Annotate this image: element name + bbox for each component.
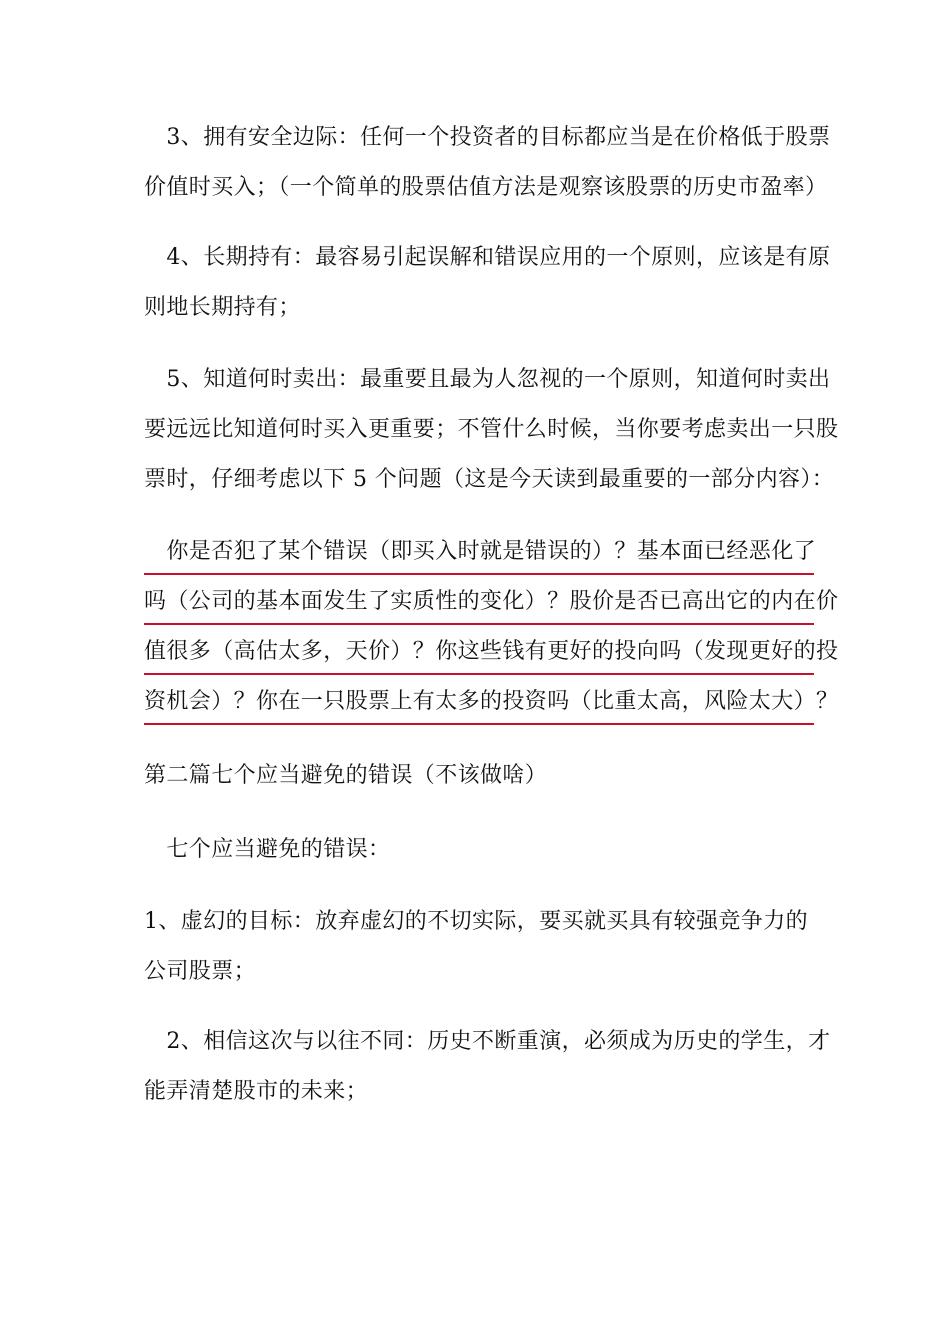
highlighted-questions-line-2: 吗（公司的基本面发生了实质性的变化）？股价是否已高出它的内在价 <box>144 587 814 625</box>
highlighted-questions-line-1: 你是否犯了某个错误（即买入时就是错误的）？基本面已经恶化了 <box>144 537 814 575</box>
paragraph-5-line-3: 票时，仔细考虑以下 5 个问题（这是今天读到最重要的一部分内容）： <box>144 467 835 492</box>
section-intro: 七个应当避免的错误： <box>144 837 391 862</box>
paragraph-5-line-1: 5、知道何时卖出：最重要且最为人忽视的一个原则，知道何时卖出 <box>144 367 831 392</box>
paragraph-4-line-1: 4、长期持有：最容易引起误解和错误应用的一个原则，应该是有原 <box>144 245 831 270</box>
paragraph-4-line-2: 则地长期持有； <box>144 295 301 320</box>
paragraph-3-line-2: 价值时买入；（一个简单的股票估值方法是观察该股票的历史市盈率） <box>144 175 828 200</box>
section-heading: 第二篇七个应当避免的错误（不该做啥） <box>144 763 548 788</box>
mistake-1-line-2: 公司股票； <box>144 959 257 984</box>
mistake-2-line-1: 2、相信这次与以往不同：历史不断重演，必须成为历史的学生，才 <box>144 1029 831 1054</box>
mistake-1-line-1: 1、虚幻的目标：放弃虚幻的不切实际，要买就买具有较强竞争力的 <box>144 909 808 934</box>
paragraph-5-line-2: 要远远比知道何时买入更重要；不管什么时候，当你要考虑卖出一只股 <box>144 417 839 442</box>
mistake-2-line-2: 能弄清楚股市的未来； <box>144 1079 369 1104</box>
paragraph-3-line-1: 3、拥有安全边际：任何一个投资者的目标都应当是在价格低于股票 <box>144 125 831 150</box>
highlighted-questions-line-3: 值很多（高估太多，天价）？你这些钱有更好的投向吗（发现更好的投 <box>144 637 814 675</box>
highlighted-questions-line-4: 资机会）？你在一只股票上有太多的投资吗（比重太高，风险太大）？ <box>144 687 814 725</box>
